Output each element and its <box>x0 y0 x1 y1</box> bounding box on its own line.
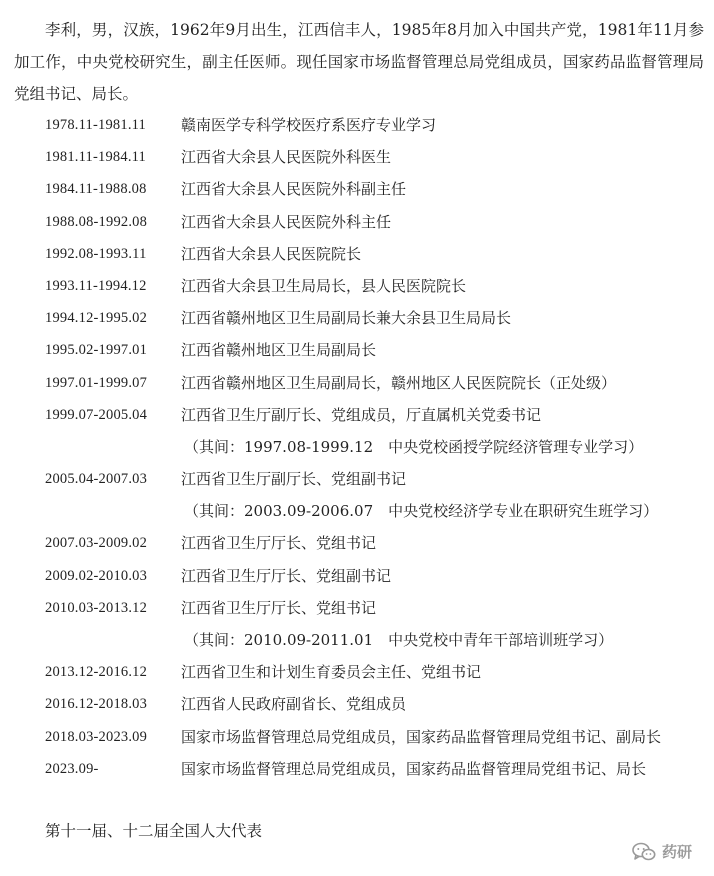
career-period: 1992.08-1993.11 <box>45 245 147 262</box>
career-post: 江西省大余县人民医院外科主任 <box>181 212 392 231</box>
career-period: 1999.07-2005.04 <box>45 406 148 423</box>
career-row <box>0 270 714 302</box>
career-period: 2023.09- <box>45 760 99 777</box>
career-post: 江西省赣州地区卫生局副局长兼大余县卫生局局长 <box>181 309 512 328</box>
career-row <box>0 334 714 366</box>
career-post: 江西省赣州地区卫生局副局长 <box>181 341 377 360</box>
intro-paragraph: 李利，男，汉族，1962年9月出生，江西信丰人，1985年8月加入中国共产党，1981年11月参加工作，中央党校研究生，副主任医师。现任国家市场监督管理总局党组成员，国家药品监督管理局党组书记、局长。 <box>14 21 704 103</box>
career-post: （其间：2003.09-2006.07 中央党校经济学专业在职研究生班学习） <box>184 502 659 521</box>
career-row <box>0 109 714 141</box>
career-post: 江西省卫生厅副厅长、党组副书记 <box>181 470 407 489</box>
career-period: 1984.11-1988.08 <box>45 181 147 198</box>
account-name: 药研 <box>661 843 692 861</box>
career-post: 江西省卫生和计划生育委员会主任、党组书记 <box>181 663 482 682</box>
career-post: 江西省人民政府副省长、党组成员 <box>181 695 407 714</box>
career-period: 2007.03-2009.02 <box>45 535 148 552</box>
career-row <box>0 721 714 753</box>
career-period: 1997.01-1999.07 <box>45 374 148 391</box>
career-note-row <box>0 431 714 463</box>
career-period: 1988.08-1992.08 <box>45 213 148 230</box>
career-row <box>0 688 714 720</box>
career-post: 江西省赣州地区卫生局副局长，赣州地区人民医院院长（正处级） <box>181 373 617 392</box>
career-row <box>0 656 714 688</box>
career-row <box>0 173 714 205</box>
career-row <box>0 206 714 238</box>
career-period: 1994.12-1995.02 <box>45 310 148 327</box>
career-row <box>0 238 714 270</box>
career-post: 国家市场监督管理总局党组成员，国家药品监督管理局党组书记、局长 <box>181 759 647 778</box>
career-row <box>0 141 714 173</box>
career-row <box>0 463 714 495</box>
career-post: 江西省大余县人民医院院长 <box>181 244 362 263</box>
career-post: 江西省大余县人民医院外科医生 <box>181 148 392 167</box>
career-period: 2013.12-2016.12 <box>45 664 148 681</box>
career-period: 1995.02-1997.01 <box>45 342 148 359</box>
career-period: 1993.11-1994.12 <box>45 277 147 294</box>
career-post: （其间：1997.08-1999.12 中央党校函授学院经济管理专业学习） <box>184 437 644 456</box>
career-row <box>0 399 714 431</box>
career-period: 2018.03-2023.09 <box>45 728 148 745</box>
account-watermark <box>632 841 692 862</box>
career-row <box>0 302 714 334</box>
congress-note: 第十一届、十二届全国人大代表 <box>45 822 263 840</box>
career-post: 赣南医学专科学校医疗系医疗专业学习 <box>181 116 437 134</box>
career-period: 2009.02-2010.03 <box>45 567 148 584</box>
wechat-icon <box>632 842 656 862</box>
career-list <box>0 109 714 785</box>
career-note-row <box>0 495 714 527</box>
career-row <box>0 753 714 785</box>
career-period: 2010.03-2013.12 <box>45 599 148 616</box>
career-row <box>0 592 714 624</box>
career-post: （其间：2010.09-2011.01 中央党校中青年干部培训班学习） <box>184 631 614 649</box>
career-post: 江西省卫生厅副厅长、党组成员，厅直属机关党委书记 <box>181 405 542 424</box>
career-post: 国家市场监督管理总局党组成员，国家药品监督管理局党组书记、副局长 <box>181 727 662 746</box>
career-period: 1978.11-1981.11 <box>45 117 147 133</box>
career-row <box>0 367 714 399</box>
career-period: 1981.11-1984.11 <box>45 149 147 166</box>
career-post: 江西省卫生厅厅长、党组书记 <box>181 598 377 617</box>
career-post: 江西省卫生厅厅长、党组书记 <box>181 534 377 553</box>
career-note-row <box>0 624 714 656</box>
career-row <box>0 527 714 559</box>
career-period: 2016.12-2018.03 <box>45 696 148 713</box>
career-row <box>0 560 714 592</box>
career-post: 江西省大余县卫生局局长，县人民医院院长 <box>181 276 467 295</box>
career-period: 2005.04-2007.03 <box>45 471 148 488</box>
career-post: 江西省卫生厅厅长、党组副书记 <box>181 566 392 585</box>
career-post: 江西省大余县人民医院外科副主任 <box>181 180 407 199</box>
